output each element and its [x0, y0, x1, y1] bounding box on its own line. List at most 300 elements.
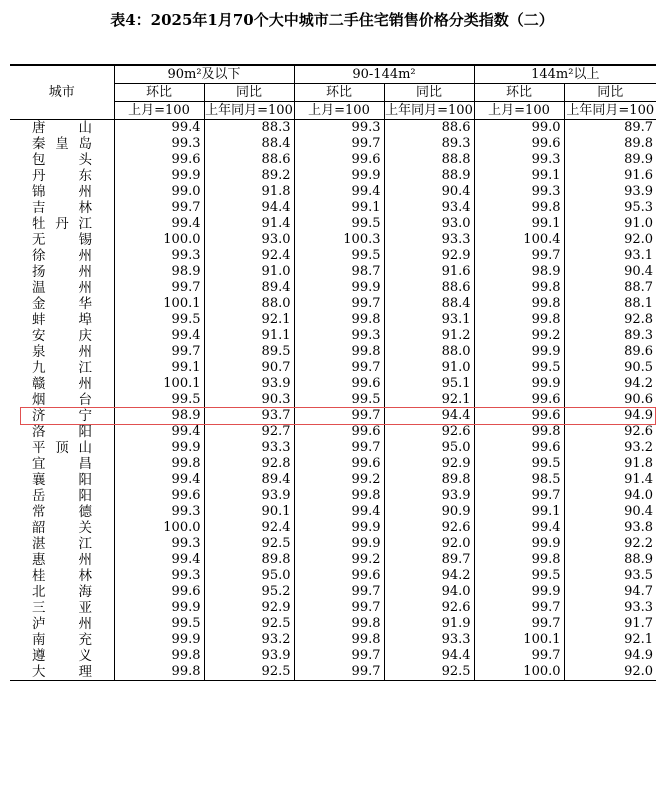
- table-row: [10, 120, 656, 137]
- table-row: [10, 440, 656, 456]
- index-value-cell: 89.4: [204, 472, 294, 488]
- city-name-cell: [10, 584, 114, 600]
- index-value-cell: 99.7: [114, 344, 204, 360]
- city-name: 洛阳: [32, 424, 92, 440]
- index-value-cell: 100.3: [294, 232, 384, 248]
- index-value-cell: 88.7: [564, 280, 656, 296]
- index-value-cell: 89.4: [204, 280, 294, 296]
- index-value-cell: 99.1: [474, 216, 564, 232]
- index-value-cell: 95.2: [204, 584, 294, 600]
- index-value-cell: 99.6: [474, 440, 564, 456]
- city-name-cell: [10, 472, 114, 488]
- table-row: [10, 488, 656, 504]
- index-value-cell: 94.0: [564, 488, 656, 504]
- city-name: 金华: [32, 296, 92, 312]
- index-value-cell: 99.6: [294, 152, 384, 168]
- index-value-cell: 92.6: [384, 600, 474, 616]
- index-value-cell: 92.6: [384, 424, 474, 440]
- base-header: 上年同月=100: [564, 102, 656, 120]
- index-value-cell: 91.0: [564, 216, 656, 232]
- index-value-cell: 98.9: [114, 408, 204, 424]
- city-name-cell: [10, 536, 114, 552]
- table-row: [10, 568, 656, 584]
- city-name-cell: [10, 360, 114, 376]
- index-value-cell: 99.4: [114, 472, 204, 488]
- index-value-cell: 88.0: [384, 344, 474, 360]
- city-name: 包头: [32, 152, 92, 168]
- index-value-cell: 92.9: [384, 248, 474, 264]
- index-value-cell: 99.5: [114, 312, 204, 328]
- index-value-cell: 99.4: [474, 520, 564, 536]
- index-value-cell: 99.7: [294, 664, 384, 681]
- city-name: 泸州: [32, 616, 92, 632]
- base-header: 上年同月=100: [385, 103, 473, 118]
- index-value-cell: 92.9: [384, 456, 474, 472]
- index-value-cell: 99.7: [294, 296, 384, 312]
- index-value-cell: 99.6: [474, 136, 564, 152]
- index-value-cell: 100.1: [114, 376, 204, 392]
- index-value-cell: 99.9: [294, 168, 384, 184]
- index-value-cell: 100.0: [114, 520, 204, 536]
- index-value-cell: 100.0: [114, 232, 204, 248]
- index-value-cell: 99.7: [114, 280, 204, 296]
- city-name-cell: [10, 456, 114, 472]
- index-value-cell: 94.2: [384, 568, 474, 584]
- index-value-cell: 99.2: [294, 472, 384, 488]
- index-value-cell: 99.7: [114, 200, 204, 216]
- city-name-cell: [10, 216, 114, 232]
- index-value-cell: 98.9: [114, 264, 204, 280]
- index-value-cell: 99.7: [474, 648, 564, 664]
- index-value-cell: 94.4: [384, 648, 474, 664]
- index-value-cell: 93.1: [564, 248, 656, 264]
- table-row: [10, 328, 656, 344]
- city-name: 烟台: [32, 392, 92, 408]
- table-row: [10, 392, 656, 408]
- city-name-cell: [10, 520, 114, 536]
- index-value-cell: 99.9: [294, 536, 384, 552]
- city-name-cell: [10, 440, 114, 456]
- index-value-cell: 99.3: [474, 184, 564, 200]
- index-value-cell: 100.0: [474, 664, 564, 681]
- city-name: 秦皇岛: [32, 136, 92, 152]
- city-name-cell: [10, 568, 114, 584]
- index-value-cell: 99.4: [294, 184, 384, 200]
- index-value-cell: 99.0: [474, 120, 564, 137]
- table-row: [10, 200, 656, 216]
- index-value-cell: 92.1: [384, 392, 474, 408]
- city-name-cell: [10, 296, 114, 312]
- city-name: 宜昌: [32, 456, 92, 472]
- sub-header: 同比: [384, 84, 474, 102]
- table-row: [10, 504, 656, 520]
- index-value-cell: 93.1: [384, 312, 474, 328]
- index-value-cell: 99.8: [294, 312, 384, 328]
- index-value-cell: 92.0: [564, 232, 656, 248]
- index-value-cell: 93.8: [564, 520, 656, 536]
- table-row: [10, 456, 656, 472]
- index-value-cell: 89.7: [564, 120, 656, 137]
- city-name-cell: [10, 120, 114, 137]
- city-name: 济宁: [32, 408, 92, 424]
- city-name: 三亚: [32, 600, 92, 616]
- sub-header: 同比: [204, 84, 294, 102]
- index-value-cell: 99.8: [474, 424, 564, 440]
- index-value-cell: 92.5: [204, 616, 294, 632]
- index-value-cell: 91.8: [564, 456, 656, 472]
- city-name: 大理: [32, 664, 92, 680]
- index-value-cell: 99.8: [294, 344, 384, 360]
- sub-header: 环比: [114, 84, 204, 102]
- index-value-cell: 89.8: [384, 472, 474, 488]
- table-row: [10, 472, 656, 488]
- index-value-cell: 99.7: [294, 136, 384, 152]
- index-value-cell: 99.3: [114, 248, 204, 264]
- table-row: [10, 216, 656, 232]
- index-value-cell: 99.5: [474, 360, 564, 376]
- index-value-cell: 88.1: [564, 296, 656, 312]
- index-value-cell: 99.3: [114, 536, 204, 552]
- city-name: 温州: [32, 280, 92, 296]
- city-name-cell: [10, 168, 114, 184]
- index-value-cell: 99.6: [474, 392, 564, 408]
- table-row: [10, 552, 656, 568]
- index-value-cell: 91.8: [204, 184, 294, 200]
- index-value-cell: 99.8: [114, 648, 204, 664]
- table-row: [10, 408, 656, 424]
- index-value-cell: 93.9: [204, 648, 294, 664]
- index-value-cell: 89.2: [204, 168, 294, 184]
- index-value-cell: 92.8: [204, 456, 294, 472]
- index-value-cell: 91.9: [384, 616, 474, 632]
- city-name: 赣州: [32, 376, 92, 392]
- index-value-cell: 99.7: [294, 600, 384, 616]
- table-header: [10, 65, 656, 120]
- index-value-cell: 89.3: [384, 136, 474, 152]
- index-value-cell: 99.8: [114, 456, 204, 472]
- table-row: [10, 584, 656, 600]
- index-value-cell: 99.8: [114, 664, 204, 681]
- index-value-cell: 99.6: [114, 488, 204, 504]
- index-value-cell: 88.9: [384, 168, 474, 184]
- city-name: 唐山: [32, 120, 92, 136]
- city-name-cell: [10, 616, 114, 632]
- index-value-cell: 99.2: [294, 552, 384, 568]
- index-value-cell: 92.0: [384, 536, 474, 552]
- index-value-cell: 91.6: [384, 264, 474, 280]
- table-row: [10, 360, 656, 376]
- index-value-cell: 99.3: [114, 568, 204, 584]
- index-value-cell: 99.6: [114, 152, 204, 168]
- index-value-cell: 89.8: [204, 552, 294, 568]
- index-value-cell: 99.5: [474, 456, 564, 472]
- index-value-cell: 90.6: [564, 392, 656, 408]
- index-value-cell: 99.6: [294, 568, 384, 584]
- sub-header: 同比: [564, 84, 656, 102]
- index-value-cell: 99.6: [474, 408, 564, 424]
- index-value-cell: 93.3: [564, 600, 656, 616]
- city-name: 徐州: [32, 248, 92, 264]
- city-name-cell: [10, 280, 114, 296]
- index-value-cell: 91.4: [204, 216, 294, 232]
- city-name: 平顶山: [32, 440, 92, 456]
- city-name-cell: [10, 264, 114, 280]
- index-value-cell: 99.4: [294, 504, 384, 520]
- index-value-cell: 99.9: [294, 280, 384, 296]
- city-name: 惠州: [32, 552, 92, 568]
- index-value-cell: 99.5: [294, 392, 384, 408]
- table-row: [10, 600, 656, 616]
- sub-header: 环比: [474, 84, 564, 102]
- city-name-cell: [10, 424, 114, 440]
- index-value-cell: 100.4: [474, 232, 564, 248]
- index-value-cell: 90.9: [384, 504, 474, 520]
- city-name: 南充: [32, 632, 92, 648]
- index-value-cell: 90.4: [564, 264, 656, 280]
- index-value-cell: 99.3: [114, 136, 204, 152]
- index-value-cell: 99.5: [294, 248, 384, 264]
- index-value-cell: 93.3: [204, 440, 294, 456]
- index-value-cell: 99.1: [474, 168, 564, 184]
- index-value-cell: 99.9: [114, 168, 204, 184]
- city-name-cell: [10, 232, 114, 248]
- index-value-cell: 92.2: [564, 536, 656, 552]
- index-value-cell: 99.3: [294, 328, 384, 344]
- index-value-cell: 93.3: [384, 632, 474, 648]
- index-value-cell: 89.3: [564, 328, 656, 344]
- index-value-cell: 99.8: [474, 552, 564, 568]
- index-value-cell: 91.1: [204, 328, 294, 344]
- city-name-cell: [10, 504, 114, 520]
- index-value-cell: 99.8: [294, 488, 384, 504]
- index-value-cell: 94.9: [564, 648, 656, 664]
- index-value-cell: 95.1: [384, 376, 474, 392]
- index-value-cell: 93.3: [384, 232, 474, 248]
- index-value-cell: 88.4: [384, 296, 474, 312]
- index-value-cell: 100.1: [474, 632, 564, 648]
- index-value-cell: 99.8: [294, 632, 384, 648]
- index-value-cell: 99.9: [114, 440, 204, 456]
- table-row: [10, 616, 656, 632]
- base-header: 上月=100: [294, 102, 384, 120]
- base-header: 上年同月=100: [205, 103, 293, 118]
- city-name: 锦州: [32, 184, 92, 200]
- index-value-cell: 99.2: [474, 328, 564, 344]
- city-name: 遵义: [32, 648, 92, 664]
- index-value-cell: 99.9: [474, 344, 564, 360]
- price-index-table: [10, 64, 656, 681]
- index-value-cell: 99.7: [294, 648, 384, 664]
- city-name-cell: [10, 200, 114, 216]
- city-name-cell: [10, 648, 114, 664]
- index-value-cell: 92.9: [204, 600, 294, 616]
- index-value-cell: 99.7: [294, 584, 384, 600]
- table-row: [10, 248, 656, 264]
- city-name: 安庆: [32, 328, 92, 344]
- city-name: 扬州: [32, 264, 92, 280]
- index-value-cell: 93.2: [204, 632, 294, 648]
- index-value-cell: 92.6: [564, 424, 656, 440]
- index-value-cell: 93.9: [204, 376, 294, 392]
- index-value-cell: 89.9: [564, 152, 656, 168]
- city-name-cell: [10, 376, 114, 392]
- index-value-cell: 94.9: [564, 408, 656, 424]
- sub-header: 环比: [294, 84, 384, 102]
- index-value-cell: 93.2: [564, 440, 656, 456]
- index-value-cell: 99.7: [294, 440, 384, 456]
- index-value-cell: 91.0: [384, 360, 474, 376]
- city-name-cell: [10, 408, 114, 424]
- index-value-cell: 99.8: [474, 200, 564, 216]
- index-value-cell: 91.7: [564, 616, 656, 632]
- index-value-cell: 88.9: [564, 552, 656, 568]
- index-value-cell: 90.4: [384, 184, 474, 200]
- table-row: [10, 520, 656, 536]
- index-value-cell: 88.6: [384, 280, 474, 296]
- index-value-cell: 99.6: [294, 424, 384, 440]
- index-value-cell: 95.0: [384, 440, 474, 456]
- table-row: [10, 536, 656, 552]
- index-value-cell: 92.1: [564, 632, 656, 648]
- index-value-cell: 99.1: [474, 504, 564, 520]
- city-name-cell: [10, 632, 114, 648]
- index-value-cell: 99.8: [294, 616, 384, 632]
- index-value-cell: 88.6: [204, 152, 294, 168]
- city-name-cell: [10, 552, 114, 568]
- index-value-cell: 99.7: [474, 488, 564, 504]
- index-value-cell: 99.8: [474, 280, 564, 296]
- index-value-cell: 93.0: [204, 232, 294, 248]
- index-value-cell: 95.0: [204, 568, 294, 584]
- index-value-cell: 99.9: [294, 520, 384, 536]
- table-row: [10, 264, 656, 280]
- index-value-cell: 90.1: [204, 504, 294, 520]
- group-header-medium: 90-144m²: [294, 65, 474, 84]
- index-value-cell: 98.9: [474, 264, 564, 280]
- city-name: 韶关: [32, 520, 92, 536]
- base-header: 上月=100: [114, 102, 204, 120]
- index-value-cell: 98.7: [294, 264, 384, 280]
- index-value-cell: 99.1: [294, 200, 384, 216]
- index-value-cell: 99.4: [114, 120, 204, 137]
- table-row: [10, 296, 656, 312]
- index-value-cell: 98.5: [474, 472, 564, 488]
- index-value-cell: 95.3: [564, 200, 656, 216]
- index-value-cell: 90.5: [564, 360, 656, 376]
- index-value-cell: 91.4: [564, 472, 656, 488]
- table-title: 表4：2025年1月70个大中城市二手住宅销售价格分类指数（二）: [110, 11, 554, 29]
- city-name: 蚌埠: [32, 312, 92, 328]
- index-value-cell: 99.8: [474, 312, 564, 328]
- city-column-header: 城市: [10, 65, 114, 120]
- city-name: 丹东: [32, 168, 92, 184]
- index-value-cell: 88.8: [384, 152, 474, 168]
- table-row: [10, 232, 656, 248]
- city-name: 湛江: [32, 536, 92, 552]
- city-name: 牡丹江: [32, 216, 92, 232]
- index-value-cell: 99.1: [114, 360, 204, 376]
- city-name: 北海: [32, 584, 92, 600]
- index-value-cell: 90.7: [204, 360, 294, 376]
- index-value-cell: 99.9: [474, 376, 564, 392]
- table-row: [10, 664, 656, 681]
- table-row: [10, 344, 656, 360]
- index-value-cell: 99.4: [114, 552, 204, 568]
- index-value-cell: 99.9: [474, 536, 564, 552]
- index-value-cell: 99.6: [294, 376, 384, 392]
- index-value-cell: 88.0: [204, 296, 294, 312]
- index-value-cell: 99.7: [474, 616, 564, 632]
- index-value-cell: 93.9: [384, 488, 474, 504]
- group-header-small: 90m²及以下: [114, 65, 294, 84]
- table-row: [10, 168, 656, 184]
- table-body: [10, 120, 656, 681]
- index-value-cell: 89.6: [564, 344, 656, 360]
- index-value-cell: 99.3: [294, 120, 384, 137]
- index-value-cell: 99.7: [474, 248, 564, 264]
- index-value-cell: 99.6: [114, 584, 204, 600]
- index-value-cell: 99.7: [294, 360, 384, 376]
- index-value-cell: 99.9: [114, 632, 204, 648]
- group-header-large: 144m²以上: [474, 65, 656, 84]
- index-value-cell: 92.8: [564, 312, 656, 328]
- index-value-cell: 99.5: [114, 392, 204, 408]
- city-name: 桂林: [32, 568, 92, 584]
- table-row: [10, 632, 656, 648]
- index-value-cell: 99.0: [114, 184, 204, 200]
- city-name-cell: [10, 664, 114, 681]
- index-value-cell: 92.7: [204, 424, 294, 440]
- index-value-cell: 99.5: [114, 616, 204, 632]
- city-name: 襄阳: [32, 472, 92, 488]
- city-name-cell: [10, 488, 114, 504]
- index-value-cell: 99.6: [294, 456, 384, 472]
- index-value-cell: 93.7: [204, 408, 294, 424]
- city-name-cell: [10, 312, 114, 328]
- index-value-cell: 92.4: [204, 520, 294, 536]
- index-value-cell: 92.6: [384, 520, 474, 536]
- index-value-cell: 99.9: [114, 600, 204, 616]
- index-value-cell: 99.9: [474, 584, 564, 600]
- city-name: 岳阳: [32, 488, 92, 504]
- index-value-cell: 94.4: [384, 408, 474, 424]
- table-row: [10, 280, 656, 296]
- table-row: [10, 376, 656, 392]
- index-value-cell: 99.3: [114, 504, 204, 520]
- city-name: 吉林: [32, 200, 92, 216]
- index-value-cell: 90.3: [204, 392, 294, 408]
- index-value-cell: 92.1: [204, 312, 294, 328]
- index-value-cell: 90.4: [564, 504, 656, 520]
- table-row: [10, 152, 656, 168]
- city-name: 常德: [32, 504, 92, 520]
- table-row: [10, 424, 656, 440]
- index-value-cell: 99.4: [114, 328, 204, 344]
- city-name-cell: [10, 344, 114, 360]
- index-value-cell: 89.7: [384, 552, 474, 568]
- index-value-cell: 93.9: [204, 488, 294, 504]
- index-value-cell: 93.4: [384, 200, 474, 216]
- table-row: [10, 312, 656, 328]
- index-value-cell: 92.5: [384, 664, 474, 681]
- index-value-cell: 88.6: [384, 120, 474, 137]
- city-name: 九江: [32, 360, 92, 376]
- index-value-cell: 99.3: [474, 152, 564, 168]
- index-value-cell: 99.4: [114, 424, 204, 440]
- city-name: 无锡: [32, 232, 92, 248]
- index-value-cell: 100.1: [114, 296, 204, 312]
- index-value-cell: 92.5: [204, 536, 294, 552]
